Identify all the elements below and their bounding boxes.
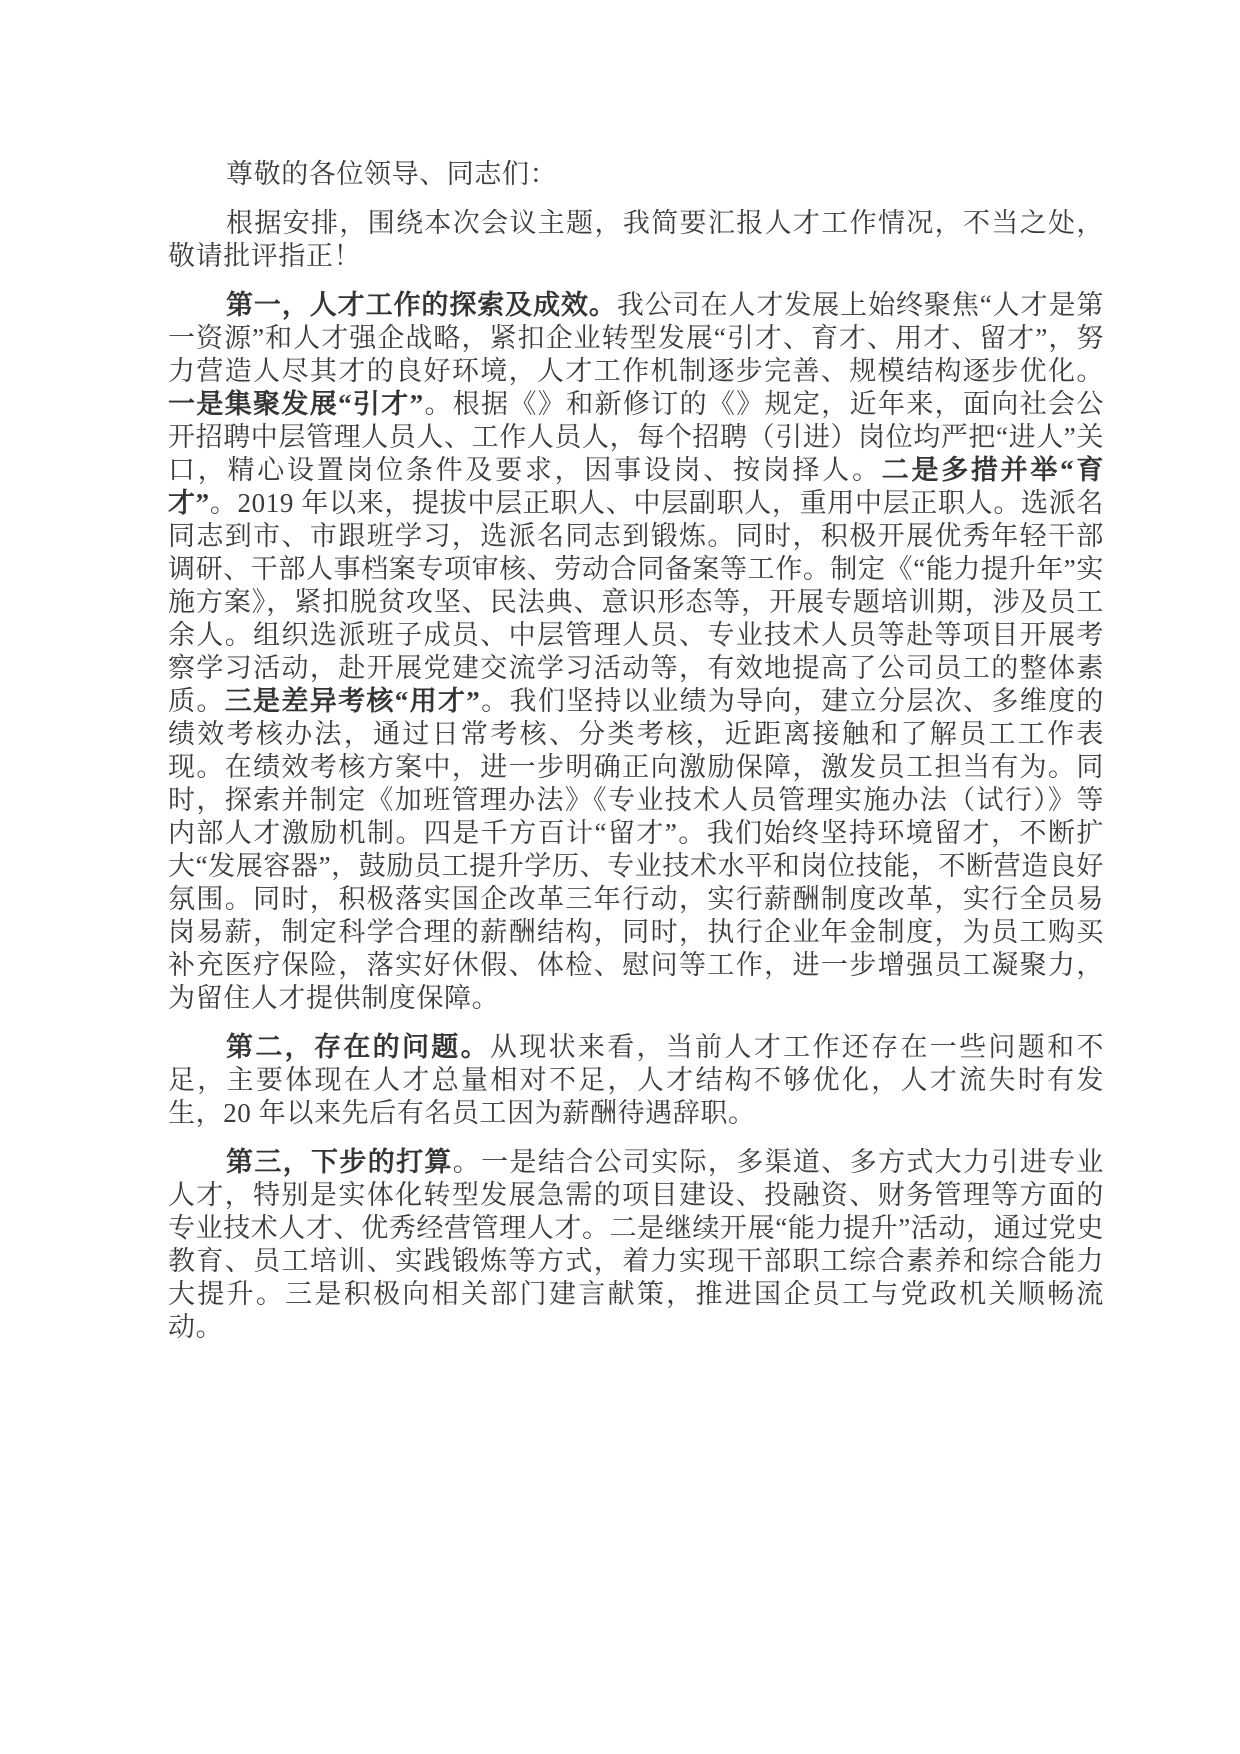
paragraph xyxy=(168,1031,1104,1130)
bold-text-run: 第三，下步的打算 xyxy=(226,1147,453,1177)
bold-text-run: 一是集聚发展“引才” xyxy=(168,389,424,419)
text-run: 根据安排，围绕本次会议主题，我简要汇报人才工作情况，不当之处，敬请批评指正！ xyxy=(168,208,1104,271)
bold-text-run: 三是差异考核“用才” xyxy=(224,686,481,716)
paragraph xyxy=(168,289,1104,1015)
text-run: 尊敬的各位领导、同志们： xyxy=(226,159,558,189)
paragraph xyxy=(168,207,1104,273)
text-run: 从现状来看，当前人才工作还存在一些问题和不足，主要体现在人才总量相对不足，人才结构不够优化，人才流失时有发生，20 年以来先后有名员工因为薪酬待遇辞职。 xyxy=(168,1032,1104,1128)
bold-text-run: 二是多措并举“育才” xyxy=(168,455,1104,518)
text-run: 。根据《》和新修订的《》规定，近年来，面向社会公开招聘中层管理人员人、工作人员人，每个招聘（引进）岗位均严把“进人”关口，精心设置岗位条件及要求，因事设岗、按岗择人。 xyxy=(168,389,1105,485)
text-run: 我公司在人才发展上始终聚焦“人才是第一资源”和人才强企战略，紧扣企业转型发展“引才、育才、用才、留才”，努力营造人尽其才的良好环境，人才工作机制逐步完善、规模结构逐步优化。 xyxy=(168,290,1104,386)
text-run: 。一是结合公司实际，多渠道、多方式大力引进专业人才，特别是实体化转型发展急需的项目建设、投融资、财务管理等方面的专业技术人才、优秀经营管理人才。二是继续开展“能力提升”活动，通过党史教育、员工培训、实践锻炼等方式，着力实现干部职工综合素养和综合能力大提升。三是积极向相关部门建言献策，推进国企员工与党政机关顺畅流动。 xyxy=(168,1147,1104,1342)
document-body xyxy=(168,158,1104,1360)
text-run: 。2019 年以来，提拔中层正职人、中层副职人，重用中层正职人。选派名同志到市、市跟班学习，选派名同志到锻炼。同时，积极开展优秀年轻干部调研、干部人事档案专项审核、劳动合同备案等工作。制定《“能力提升年”实施方案》，紧扣脱贫攻坚、民法典、意识形态等，开展专题培训期，涉及员工余人。组织选派班子成员、中层管理人员、专业技术人员等赴等项目开展考察学习活动，赴开展党建交流学习活动等，有效地提高了公司员工的整体素质。 xyxy=(168,488,1104,716)
paragraph xyxy=(168,1146,1104,1344)
paragraph xyxy=(168,158,1104,191)
text-run: 。我们坚持以业绩为导向，建立分层次、多维度的绩效考核办法，通过日常考核、分类考核，近距离接触和了解员工工作表现。在绩效考核方案中，进一步明确正向激励保障，激发员工担当有为。同时，探索并制定《加班管理办法》《专业技术人员管理实施办法（试行）》等内部人才激励机制。四是千方百计“留才”。我们始终坚持环境留才，不断扩大“发展容器”，鼓励员工提升学历、专业技术水平和岗位技能，不断营造良好氛围。同时，积极落实国企改革三年行动，实行薪酬制度改革，实行全员易岗易薪，制定科学合理的薪酬结构，同时，执行企业年金制度，为员工购买补充医疗保险，落实好休假、体检、慰问等工作，进一步增强员工凝聚力，为留住人才提供制度保障。 xyxy=(168,686,1105,1013)
bold-text-run: 第二，存在的问题。 xyxy=(226,1032,490,1062)
bold-text-run: 第一，人才工作的探索及成效。 xyxy=(226,290,617,320)
